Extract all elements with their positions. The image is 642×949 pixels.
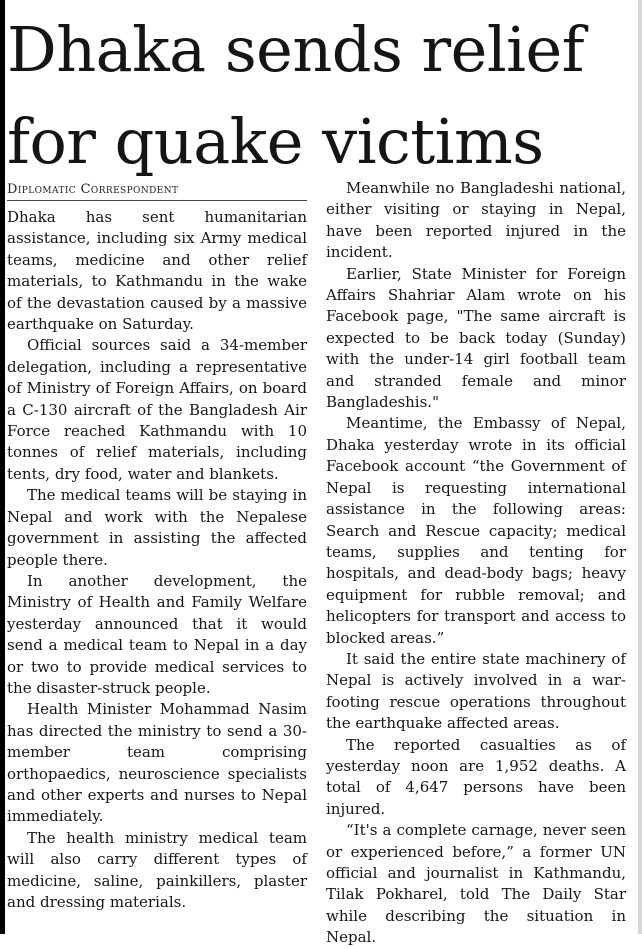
- paragraph: Meantime, the Embassy of Nepal, Dhaka yesterday wrote in its official Facebook account “the Government of Nepal is requesting international assistance in the following areas: Search and Rescue capacity; medical teams, supplies and tenting for hospitals, and dead-body bags; heavy equipment for rubble removal; and helicopters for transport and access to blocked areas.”: [326, 414, 626, 647]
- headline: Dhaka sends relief for quake victims: [7, 13, 585, 178]
- paragraph: It said the entire state machinery of Nepal is actively involved in a war-footing rescue operations throughout the earthquake affected areas.: [326, 649, 626, 733]
- paragraph: The reported casualties as of yesterday noon are 1,952 deaths. A total of 4,647 persons have been injured.: [326, 735, 626, 818]
- paragraph: “It's a complete carnage, never seen or experienced before,” a former UN official and journalist in Kathmandu, Tilak Pokharel, told The Daily Star while describing the situation in Nepal.: [326, 821, 626, 947]
- paragraph: Earlier, State Minister for Foreign Affairs Shahriar Alam wrote on his Facebook page, "The same aircraft is expected to be back today (Sunday) with the under-14 girl football team and stranded female and minor Bangladeshis.": [326, 264, 626, 412]
- left-column: [7, 207, 307, 913]
- paragraph: In another development, the Ministry of Health and Family Welfare yesterday announced that it would send a medical team to Nepal in a day or two to provide medical services to the disaster-struck people.: [7, 571, 307, 697]
- right-column: [326, 178, 626, 949]
- paragraph: The medical teams will be staying in Nepal and work with the Nepalese government in assisting the affected people there.: [7, 486, 307, 569]
- byline: Diplomatic Correspondent: [7, 182, 307, 201]
- paragraph: Meanwhile no Bangladeshi national, either visiting or staying in Nepal, have been reported injured in the incident.: [326, 179, 626, 262]
- left-border-rule: [0, 0, 5, 934]
- paragraph: Health Minister Mohammad Nasim has directed the ministry to send a 30-member team comprising orthopaedics, neuroscience specialists and other experts and nurses to Nepal immediately.: [7, 700, 307, 826]
- paragraph: The health ministry medical team will also carry different types of medicine, saline, painkillers, plaster and dressing materials.: [7, 828, 307, 911]
- paragraph: Official sources said a 34-member delegation, including a representative of Ministry of Foreign Affairs, on board a C-130 aircraft of the Bangladesh Air Force reached Kathmandu with 10 tonnes of relief materials, including tents, dry food, water and blankets.: [7, 336, 307, 483]
- right-border-rule: [638, 0, 642, 934]
- paragraph: Dhaka has sent humanitarian assistance, including six Army medical teams, medicine and other relief materials, to Kathmandu in the wake of the devastation caused by a massive earthquake on Saturday.: [7, 208, 307, 334]
